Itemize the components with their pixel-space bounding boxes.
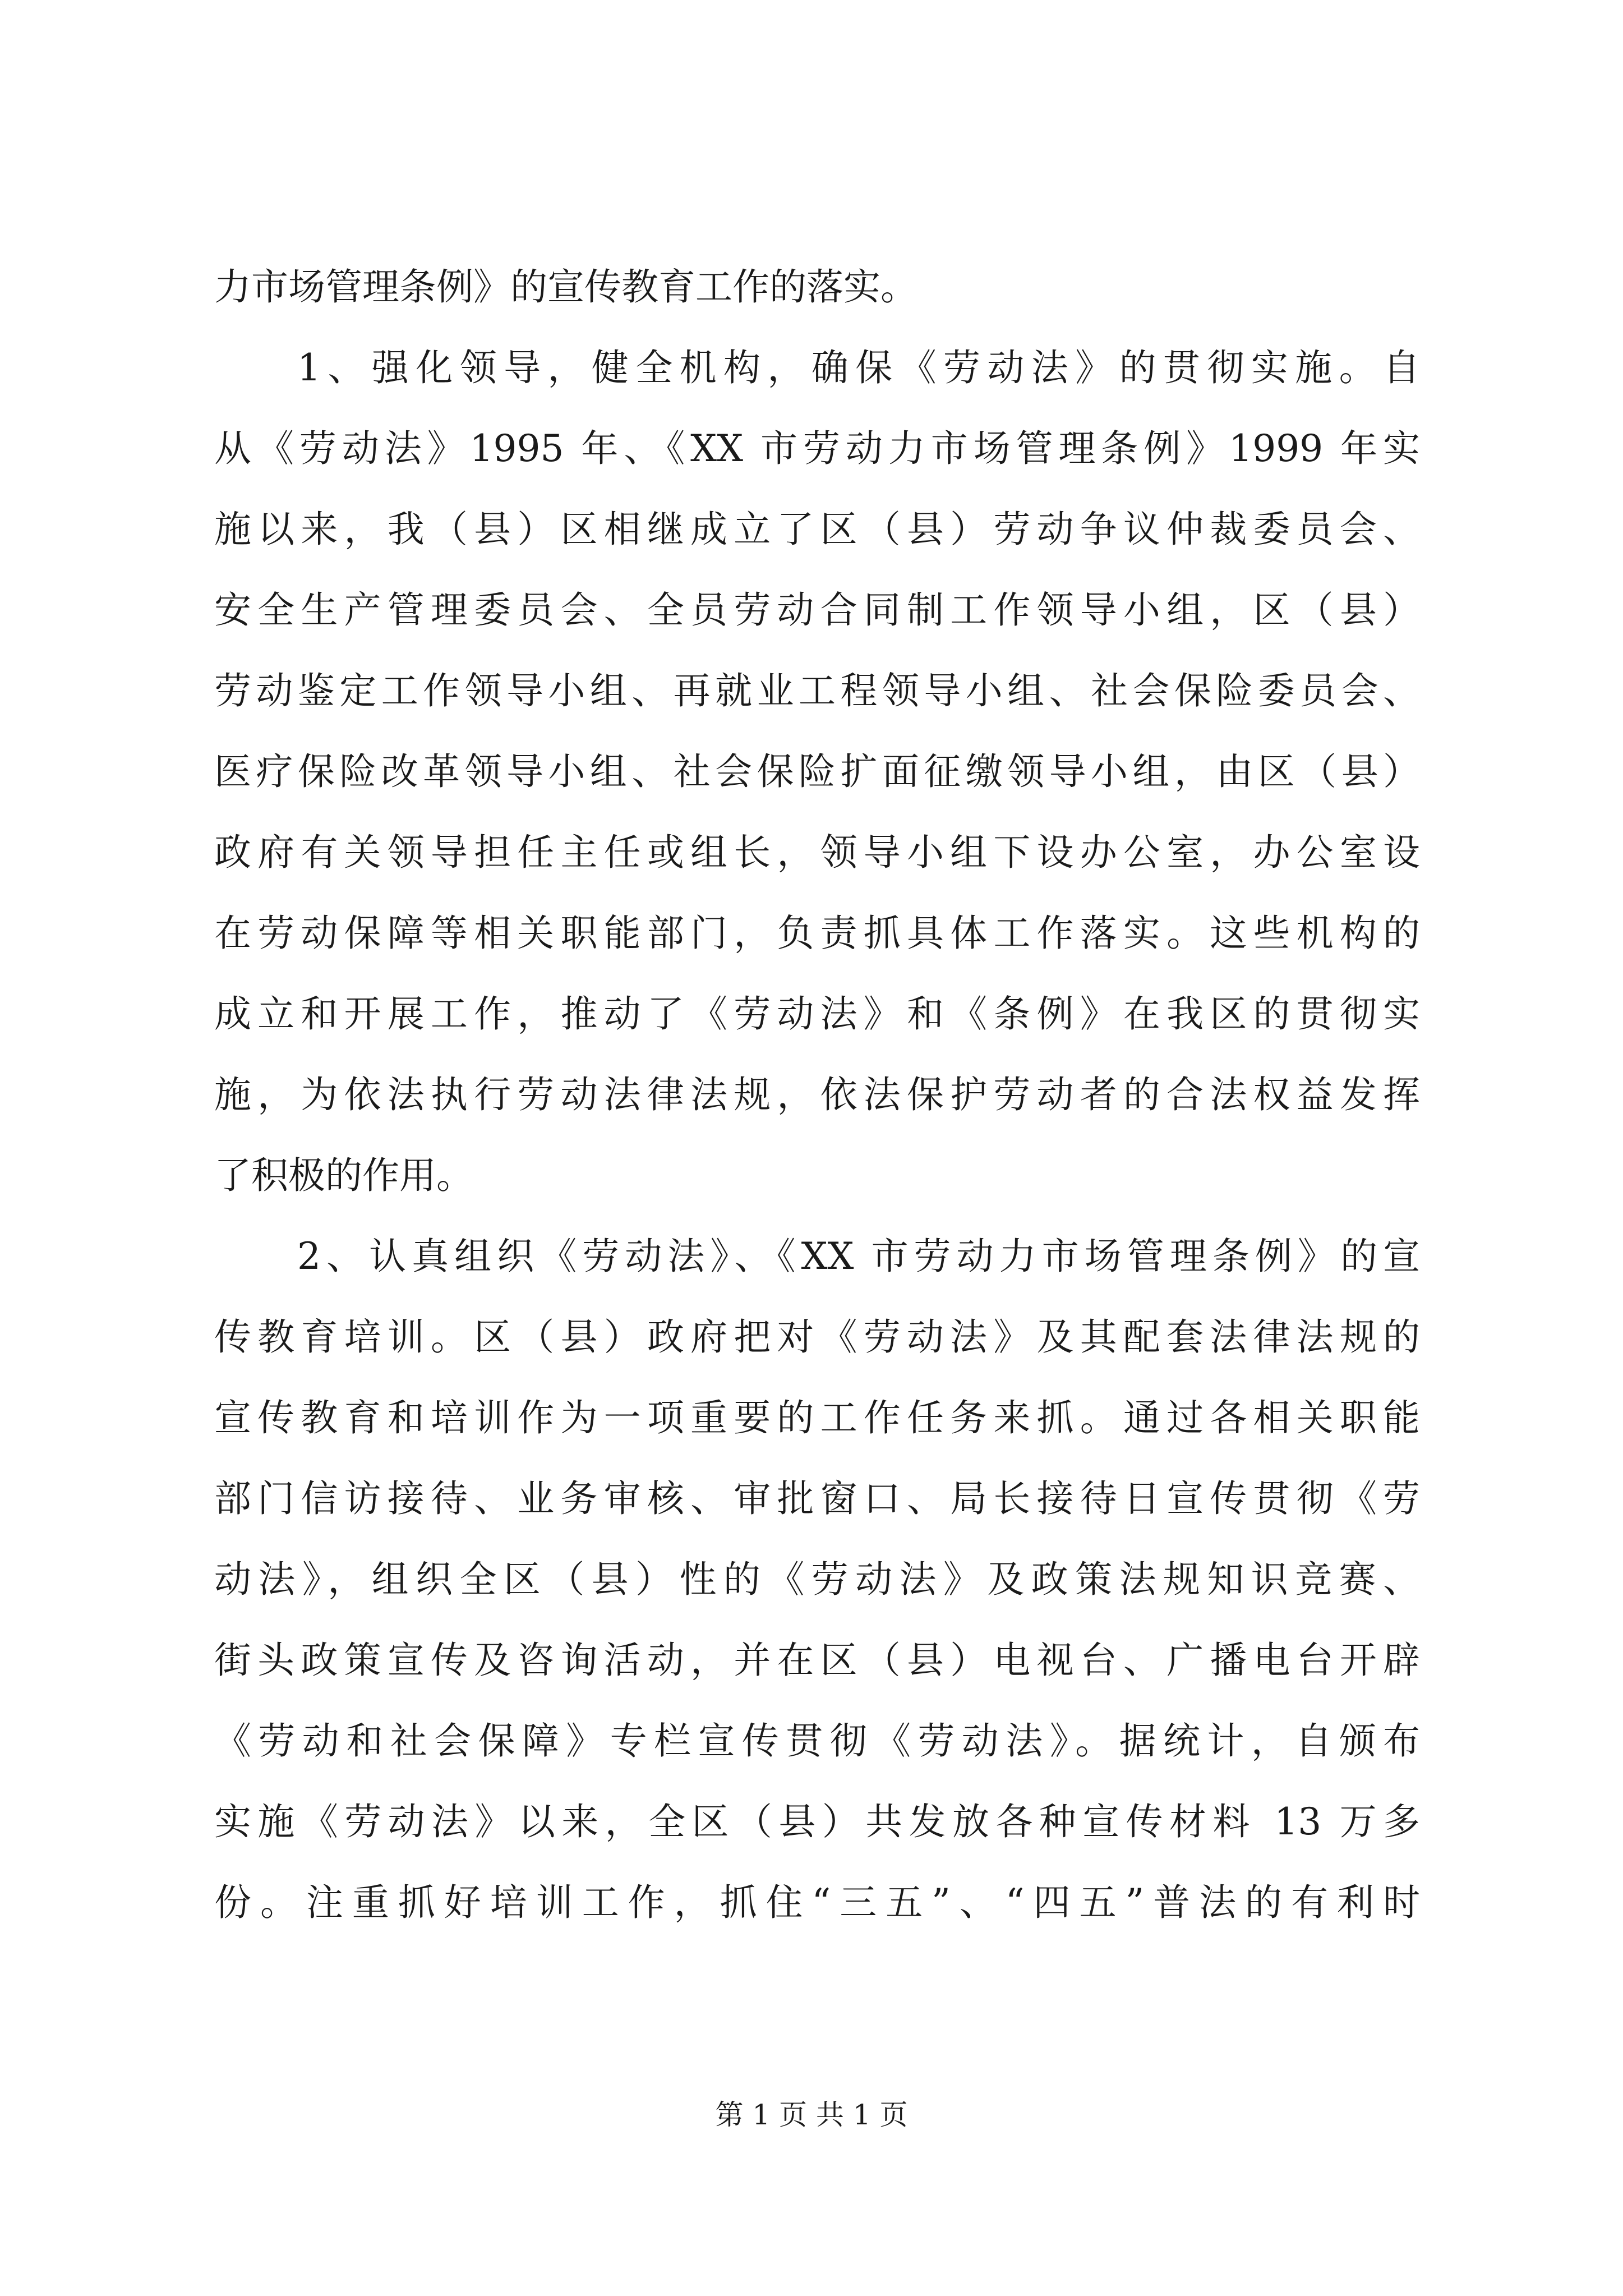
text-line: 医疗保险改革领导小组、社会保险扩面征缴领导小组，由区（县）	[214, 750, 1420, 793]
text-line: 动法》，组织全区（县）性的《劳动法》及政策法规知识竞赛、	[214, 1558, 1420, 1601]
text-line: 街头政策宣传及咨询活动，并在区（县）电视台、广播电台开辟	[214, 1639, 1420, 1682]
text-line: 《劳动和社会保障》专栏宣传贯彻《劳动法》。据统计，自颁布	[214, 1719, 1420, 1763]
text-line: 宣传教育和培训作为一项重要的工作任务来抓。通过各相关职能	[214, 1396, 1420, 1439]
text-line: 劳动鉴定工作领导小组、再就业工程领导小组、社会保险委员会、	[214, 669, 1420, 712]
text-line: 从《劳动法》1995 年、《XX 市劳动力市场管理条例》1999 年实	[214, 427, 1420, 470]
text-line: 政府有关领导担任主任或组长，领导小组下设办公室，办公室设	[214, 831, 1420, 874]
text-line: 部门信访接待、业务审核、审批窗口、局长接待日宣传贯彻《劳	[214, 1477, 1420, 1520]
document-body	[214, 247, 1420, 1943]
text-line: 1、强化领导，健全机构，确保《劳动法》的贯彻实施。自	[297, 346, 1420, 389]
text-line: 力市场管理条例》的宣传教育工作的落实。	[214, 265, 917, 309]
text-line: 传教育培训。区（县）政府把对《劳动法》及其配套法律法规的	[214, 1315, 1420, 1359]
text-line: 施以来，我（县）区相继成立了区（县）劳动争议仲裁委员会、	[214, 508, 1420, 551]
text-line: 了积极的作用。	[214, 1154, 473, 1197]
text-line: 份。注重抓好培训工作，抓住“三五”、“四五”普法的有利时	[214, 1881, 1420, 1924]
page-footer: 第 1 页 共 1 页	[715, 2099, 908, 2131]
text-line: 实施《劳动法》以来，全区（县）共发放各种宣传材料 13 万多	[214, 1800, 1420, 1843]
text-line: 施，为依法执行劳动法律法规，依法保护劳动者的合法权益发挥	[214, 1073, 1420, 1116]
text-line: 2、认真组织《劳动法》、《XX 市劳动力市场管理条例》的宣	[297, 1235, 1420, 1278]
text-line: 安全生产管理委员会、全员劳动合同制工作领导小组，区（县）	[214, 588, 1420, 632]
text-line: 成立和开展工作，推动了《劳动法》和《条例》在我区的贯彻实	[214, 992, 1420, 1036]
text-line: 在劳动保障等相关职能部门，负责抓具体工作落实。这些机构的	[214, 912, 1420, 955]
